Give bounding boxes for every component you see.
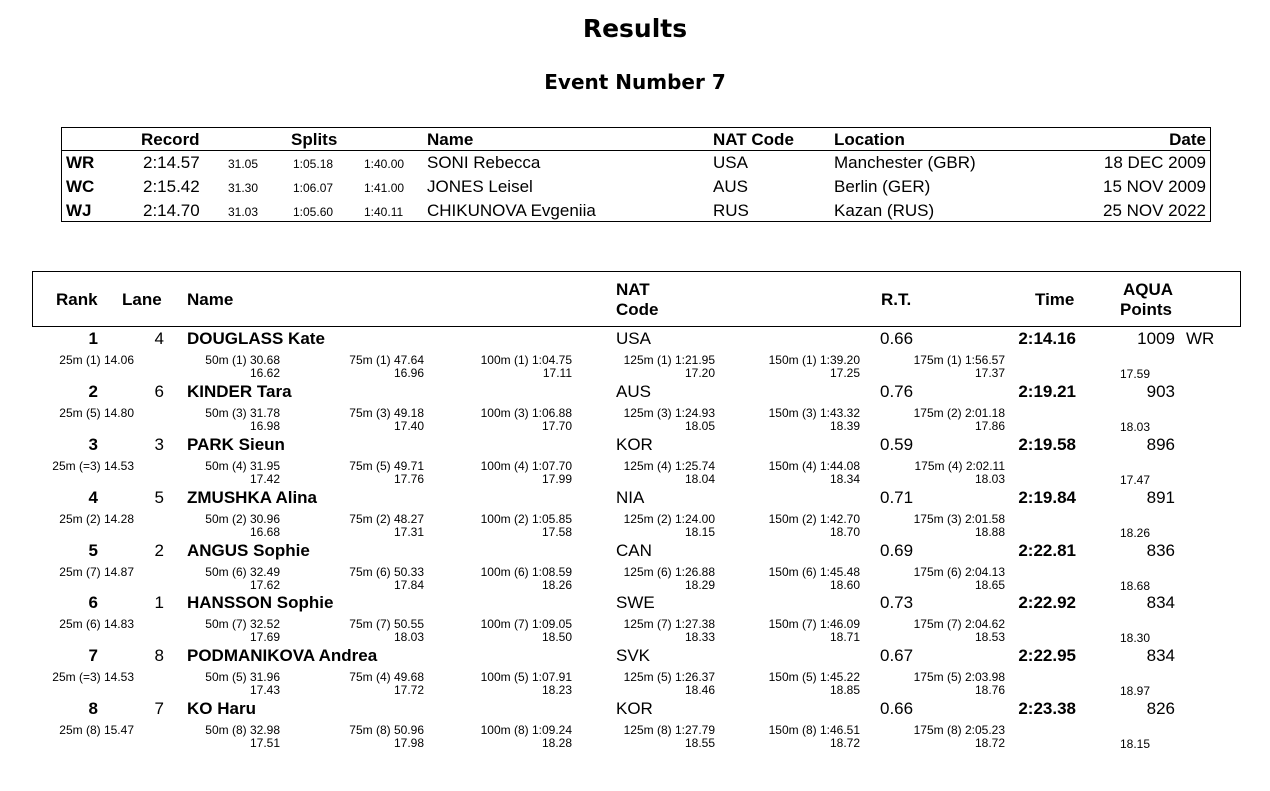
split-cumulative: 50m (2) 30.96 bbox=[205, 512, 280, 526]
col-aqua-line2: Points bbox=[1120, 300, 1172, 319]
split-lap: 17.58 bbox=[541, 525, 572, 539]
split-cell bbox=[349, 460, 424, 486]
split-lap: 18.26 bbox=[541, 578, 572, 592]
split-lap: 18.72 bbox=[829, 736, 860, 750]
split-cell bbox=[769, 460, 860, 486]
final-time: 2:19.84 bbox=[1018, 488, 1076, 507]
split-cumulative: 150m (1) 1:39.20 bbox=[768, 353, 860, 367]
split-lap: 18.70 bbox=[829, 525, 860, 539]
split-lap: 17.98 bbox=[393, 736, 424, 750]
split-cell bbox=[52, 460, 134, 473]
split-cumulative: 150m (6) 1:45.48 bbox=[768, 565, 860, 579]
split-cumulative: 175m (4) 2:02.11 bbox=[914, 459, 1005, 473]
reaction-time: 0.66 bbox=[880, 699, 914, 718]
col-rt: R.T. bbox=[881, 290, 912, 309]
final-time: 2:22.81 bbox=[1018, 541, 1076, 560]
records-header-divider bbox=[62, 150, 1210, 151]
split-cell bbox=[769, 618, 860, 644]
split-lap: 17.42 bbox=[249, 472, 280, 486]
col-name: Name bbox=[187, 290, 234, 309]
record-type: WR bbox=[66, 153, 95, 172]
split-cumulative: 100m (8) 1:09.24 bbox=[480, 723, 572, 737]
split-cumulative: 25m (2) 14.28 bbox=[59, 512, 134, 526]
split-cell bbox=[205, 724, 280, 750]
split-cell bbox=[52, 671, 134, 684]
rank-value: 3 bbox=[88, 435, 98, 454]
athlete-name: KO Haru bbox=[187, 699, 256, 718]
split-cumulative: 25m (=3) 14.53 bbox=[52, 459, 134, 473]
final-time: 2:19.58 bbox=[1018, 435, 1076, 454]
split-lap: 18.50 bbox=[541, 630, 572, 644]
nat-code: USA bbox=[616, 329, 651, 348]
final-time: 2:22.92 bbox=[1018, 593, 1076, 612]
split-cell bbox=[769, 513, 860, 539]
nat-code: KOR bbox=[616, 435, 653, 454]
records-col-location: Location bbox=[834, 130, 905, 149]
split-lap: 16.96 bbox=[393, 366, 424, 380]
split-cumulative: 125m (4) 1:25.74 bbox=[623, 459, 715, 473]
split-cell bbox=[481, 354, 572, 380]
result-row bbox=[0, 541, 1270, 594]
split-cell bbox=[481, 407, 572, 433]
split-lap: 18.53 bbox=[974, 630, 1005, 644]
records-col-date: Date bbox=[1169, 130, 1206, 149]
split-cumulative: 100m (6) 1:08.59 bbox=[480, 565, 572, 579]
split-cumulative: 100m (1) 1:04.75 bbox=[480, 353, 572, 367]
split-lap: 18.28 bbox=[541, 736, 572, 750]
split-cell bbox=[481, 724, 572, 750]
rank-value: 5 bbox=[88, 541, 98, 560]
athlete-name: HANSSON Sophie bbox=[187, 593, 334, 612]
split-lap: 17.25 bbox=[829, 366, 860, 380]
split-lap: 17.40 bbox=[393, 419, 424, 433]
split-cumulative: 125m (7) 1:27.38 bbox=[623, 617, 715, 631]
event-subtitle: Event Number 7 bbox=[544, 70, 726, 94]
col-nat-line1: NAT bbox=[616, 280, 650, 299]
split-lap: 18.03 bbox=[393, 630, 424, 644]
split-cumulative: 150m (7) 1:46.09 bbox=[768, 617, 860, 631]
split-cumulative: 150m (2) 1:42.70 bbox=[768, 512, 860, 526]
split-lap-final: 18.30 bbox=[1120, 631, 1151, 645]
split-cell bbox=[914, 618, 1005, 644]
final-time: 2:23.38 bbox=[1018, 699, 1076, 718]
split-lap-final: 18.68 bbox=[1120, 579, 1151, 593]
split-cell bbox=[205, 460, 280, 486]
split-lap: 18.33 bbox=[684, 630, 715, 644]
split-lap: 16.98 bbox=[249, 419, 280, 433]
split-cumulative: 125m (3) 1:24.93 bbox=[623, 406, 715, 420]
split-lap: 18.15 bbox=[684, 525, 715, 539]
record-location: Kazan (RUS) bbox=[834, 201, 935, 220]
col-aqua-line1: AQUA bbox=[1123, 280, 1174, 299]
rank-value: 4 bbox=[88, 488, 98, 507]
record-date: 25 NOV 2022 bbox=[1102, 201, 1206, 220]
record-nat: RUS bbox=[713, 201, 749, 220]
split-lap: 18.88 bbox=[974, 525, 1005, 539]
split-cumulative: 50m (3) 31.78 bbox=[205, 406, 280, 420]
split-lap: 18.23 bbox=[541, 683, 572, 697]
split-lap-final: 18.03 bbox=[1120, 420, 1151, 434]
split-cell bbox=[481, 566, 572, 592]
page-title: Results bbox=[582, 14, 688, 43]
col-lane: Lane bbox=[122, 290, 162, 309]
split-cell bbox=[205, 618, 280, 644]
split-cumulative: 150m (5) 1:45.22 bbox=[768, 670, 860, 684]
split-cumulative: 50m (1) 30.68 bbox=[205, 353, 280, 367]
split-cumulative: 50m (6) 32.49 bbox=[205, 565, 280, 579]
split-cell bbox=[624, 618, 715, 644]
records-col-splits: Splits bbox=[291, 130, 338, 149]
record-name: JONES Leisel bbox=[427, 177, 533, 196]
split-cumulative: 75m (3) 49.18 bbox=[349, 406, 424, 420]
record-row bbox=[62, 201, 1210, 225]
split-lap: 17.20 bbox=[684, 366, 715, 380]
aqua-points: 834 bbox=[1146, 646, 1175, 665]
split-cumulative: 75m (1) 47.64 bbox=[349, 353, 424, 367]
record-row bbox=[62, 177, 1210, 201]
rank-value: 7 bbox=[88, 646, 98, 665]
athlete-name: ANGUS Sophie bbox=[187, 541, 310, 560]
split-lap-final: 18.26 bbox=[1120, 526, 1151, 540]
lane-value: 8 bbox=[154, 646, 164, 665]
result-row bbox=[0, 329, 1270, 382]
split-cell bbox=[624, 407, 715, 433]
split-lap-final: 18.97 bbox=[1120, 684, 1151, 698]
split-cumulative: 25m (=3) 14.53 bbox=[52, 670, 134, 684]
lane-value: 7 bbox=[154, 699, 164, 718]
split-cumulative: 125m (8) 1:27.79 bbox=[623, 723, 715, 737]
nat-code: KOR bbox=[616, 699, 653, 718]
split-lap: 18.34 bbox=[829, 472, 860, 486]
final-time: 2:14.16 bbox=[1018, 329, 1076, 348]
split-cumulative: 50m (7) 32.52 bbox=[205, 617, 280, 631]
nat-code: CAN bbox=[616, 541, 652, 560]
split-cell bbox=[769, 354, 860, 380]
rank-value: 1 bbox=[88, 329, 98, 348]
split-cumulative: 150m (8) 1:46.51 bbox=[768, 723, 860, 737]
split-cell bbox=[349, 513, 424, 539]
split-cell bbox=[349, 354, 424, 380]
aqua-points: 1009 bbox=[1137, 329, 1175, 348]
split-cell bbox=[205, 671, 280, 697]
records-col-name: Name bbox=[427, 130, 474, 149]
athlete-name: ZMUSHKA Alina bbox=[187, 488, 318, 507]
split-cell bbox=[59, 354, 134, 367]
split-cumulative: 100m (2) 1:05.85 bbox=[480, 512, 572, 526]
split-cumulative: 25m (5) 14.80 bbox=[59, 406, 134, 420]
split-lap: 18.04 bbox=[684, 472, 715, 486]
final-time: 2:22.95 bbox=[1018, 646, 1076, 665]
athlete-name: DOUGLASS Kate bbox=[187, 329, 325, 348]
split-cell bbox=[624, 513, 715, 539]
split-lap: 18.55 bbox=[684, 736, 715, 750]
reaction-time: 0.67 bbox=[880, 646, 914, 665]
split-cell bbox=[914, 671, 1005, 697]
split-cell bbox=[349, 618, 424, 644]
rank-value: 6 bbox=[88, 593, 98, 612]
reaction-time: 0.59 bbox=[880, 435, 914, 454]
split-cell bbox=[349, 407, 424, 433]
record-badge: WR bbox=[1186, 329, 1215, 348]
reaction-time: 0.73 bbox=[880, 593, 914, 612]
split-cumulative: 175m (3) 2:01.58 bbox=[913, 512, 1005, 526]
split-cumulative: 125m (1) 1:21.95 bbox=[623, 353, 715, 367]
record-name: CHIKUNOVA Evgeniia bbox=[427, 201, 596, 220]
record-nat: USA bbox=[713, 153, 748, 172]
record-split: 1:06.07 bbox=[293, 181, 334, 195]
split-cell bbox=[769, 566, 860, 592]
split-lap: 16.62 bbox=[249, 366, 280, 380]
result-row bbox=[0, 593, 1270, 646]
split-cell bbox=[914, 354, 1005, 380]
split-cell bbox=[205, 407, 280, 433]
athlete-name: PARK Sieun bbox=[187, 435, 285, 454]
split-lap-final: 17.59 bbox=[1120, 367, 1151, 381]
reaction-time: 0.76 bbox=[880, 382, 914, 401]
split-cumulative: 75m (8) 50.96 bbox=[349, 723, 424, 737]
split-cell bbox=[59, 618, 134, 631]
split-cumulative: 25m (8) 15.47 bbox=[59, 723, 134, 737]
reaction-time: 0.66 bbox=[880, 329, 914, 348]
split-lap: 17.76 bbox=[393, 472, 424, 486]
split-lap: 17.84 bbox=[393, 578, 424, 592]
split-lap: 17.31 bbox=[393, 525, 424, 539]
records-col-record: Record bbox=[141, 130, 200, 149]
split-cumulative: 175m (8) 2:05.23 bbox=[913, 723, 1005, 737]
nat-code: AUS bbox=[616, 382, 651, 401]
record-split: 1:40.00 bbox=[364, 157, 405, 171]
split-cell bbox=[349, 724, 424, 750]
record-name: SONI Rebecca bbox=[427, 153, 541, 172]
split-cell bbox=[624, 354, 715, 380]
record-split: 1:05.60 bbox=[293, 205, 334, 219]
split-lap: 18.39 bbox=[829, 419, 860, 433]
aqua-points: 826 bbox=[1146, 699, 1175, 718]
split-cumulative: 75m (4) 49.68 bbox=[349, 670, 424, 684]
nat-code: SWE bbox=[616, 593, 655, 612]
split-cumulative: 150m (4) 1:44.08 bbox=[768, 459, 860, 473]
split-cell bbox=[769, 724, 860, 750]
split-lap-final: 17.47 bbox=[1120, 473, 1151, 487]
split-cumulative: 25m (1) 14.06 bbox=[59, 353, 134, 367]
aqua-points: 834 bbox=[1146, 593, 1175, 612]
split-lap: 17.51 bbox=[249, 736, 280, 750]
split-cumulative: 75m (2) 48.27 bbox=[349, 512, 424, 526]
rank-value: 8 bbox=[88, 699, 98, 718]
split-cell bbox=[481, 513, 572, 539]
split-cell bbox=[59, 513, 134, 526]
reaction-time: 0.69 bbox=[880, 541, 914, 560]
athlete-name: PODMANIKOVA Andrea bbox=[187, 646, 378, 665]
split-cell bbox=[915, 460, 1006, 486]
split-lap: 18.46 bbox=[684, 683, 715, 697]
aqua-points: 836 bbox=[1146, 541, 1175, 560]
record-type: WJ bbox=[66, 201, 92, 220]
records-table bbox=[61, 127, 1211, 222]
split-lap: 17.11 bbox=[542, 366, 572, 380]
split-cumulative: 125m (6) 1:26.88 bbox=[623, 565, 715, 579]
split-cell bbox=[481, 671, 572, 697]
record-split: 1:41.00 bbox=[364, 181, 405, 195]
split-lap: 18.29 bbox=[684, 578, 715, 592]
split-lap: 17.70 bbox=[541, 419, 572, 433]
split-lap: 18.71 bbox=[829, 630, 860, 644]
nat-code: SVK bbox=[616, 646, 651, 665]
split-cumulative: 175m (7) 2:04.62 bbox=[913, 617, 1005, 631]
record-location: Manchester (GBR) bbox=[834, 153, 976, 172]
records-col-nat: NAT Code bbox=[713, 130, 794, 149]
split-lap: 18.05 bbox=[684, 419, 715, 433]
record-time: 2:15.42 bbox=[143, 177, 200, 196]
split-cumulative: 25m (7) 14.87 bbox=[59, 565, 134, 579]
split-cell bbox=[59, 724, 134, 737]
split-lap: 18.76 bbox=[974, 683, 1005, 697]
split-cumulative: 50m (4) 31.95 bbox=[205, 459, 280, 473]
split-lap: 17.72 bbox=[393, 683, 424, 697]
aqua-points: 896 bbox=[1146, 435, 1175, 454]
record-split: 31.05 bbox=[228, 157, 259, 171]
split-cumulative: 125m (5) 1:26.37 bbox=[623, 670, 715, 684]
split-lap: 17.37 bbox=[974, 366, 1005, 380]
split-lap: 17.86 bbox=[974, 419, 1005, 433]
split-cell bbox=[205, 354, 280, 380]
record-date: 15 NOV 2009 bbox=[1102, 177, 1206, 196]
split-lap: 17.99 bbox=[541, 472, 572, 486]
split-cumulative: 100m (5) 1:07.91 bbox=[480, 670, 572, 684]
result-row bbox=[0, 646, 1270, 699]
split-cell bbox=[205, 566, 280, 592]
record-row bbox=[62, 153, 1210, 177]
split-lap: 16.68 bbox=[249, 525, 280, 539]
record-split: 31.30 bbox=[228, 181, 259, 195]
split-cumulative: 100m (7) 1:09.05 bbox=[480, 617, 572, 631]
col-rank: Rank bbox=[56, 290, 98, 309]
split-cumulative: 175m (5) 2:03.98 bbox=[913, 670, 1005, 684]
split-cell bbox=[769, 407, 860, 433]
split-cumulative: 75m (5) 49.71 bbox=[349, 459, 424, 473]
lane-value: 1 bbox=[154, 593, 164, 612]
split-cell bbox=[481, 460, 572, 486]
split-lap: 17.62 bbox=[249, 578, 280, 592]
split-cell bbox=[914, 407, 1005, 433]
split-lap: 18.60 bbox=[829, 578, 860, 592]
split-cumulative: 75m (6) 50.33 bbox=[349, 565, 424, 579]
record-split: 1:40.11 bbox=[364, 205, 404, 219]
col-nat-line2: Code bbox=[616, 300, 659, 319]
split-cell bbox=[349, 566, 424, 592]
split-cell bbox=[205, 513, 280, 539]
split-cell bbox=[59, 566, 134, 579]
result-row bbox=[0, 382, 1270, 435]
lane-value: 3 bbox=[154, 435, 164, 454]
split-cell bbox=[769, 671, 860, 697]
split-lap: 17.69 bbox=[249, 630, 280, 644]
split-cumulative: 125m (2) 1:24.00 bbox=[623, 512, 715, 526]
split-lap: 18.72 bbox=[974, 736, 1005, 750]
record-split: 1:05.18 bbox=[293, 157, 334, 171]
split-cumulative: 50m (8) 32.98 bbox=[205, 723, 280, 737]
aqua-points: 903 bbox=[1146, 382, 1175, 401]
record-time: 2:14.57 bbox=[143, 153, 200, 172]
split-cumulative: 175m (1) 1:56.57 bbox=[913, 353, 1005, 367]
record-date: 18 DEC 2009 bbox=[1103, 153, 1206, 172]
aqua-points: 891 bbox=[1146, 488, 1175, 507]
split-cell bbox=[914, 724, 1005, 750]
split-lap: 18.85 bbox=[829, 683, 860, 697]
split-cell bbox=[59, 407, 134, 420]
lane-value: 5 bbox=[154, 488, 164, 507]
split-cumulative: 175m (6) 2:04.13 bbox=[913, 565, 1005, 579]
split-cumulative: 100m (4) 1:07.70 bbox=[480, 459, 572, 473]
split-cell bbox=[624, 566, 715, 592]
result-row bbox=[0, 435, 1270, 488]
record-nat: AUS bbox=[713, 177, 748, 196]
split-lap: 18.03 bbox=[974, 472, 1005, 486]
split-cumulative: 25m (6) 14.83 bbox=[59, 617, 134, 631]
athlete-name: KINDER Tara bbox=[187, 382, 292, 401]
record-type: WC bbox=[66, 177, 95, 196]
split-cumulative: 100m (3) 1:06.88 bbox=[480, 406, 572, 420]
split-cumulative: 175m (2) 2:01.18 bbox=[913, 406, 1005, 420]
split-cell bbox=[481, 618, 572, 644]
split-cell bbox=[914, 566, 1005, 592]
nat-code: NIA bbox=[616, 488, 645, 507]
split-cell bbox=[624, 724, 715, 750]
split-cell bbox=[624, 460, 715, 486]
final-time: 2:19.21 bbox=[1018, 382, 1076, 401]
split-cumulative: 150m (3) 1:43.32 bbox=[768, 406, 860, 420]
lane-value: 6 bbox=[154, 382, 164, 401]
split-cumulative: 75m (7) 50.55 bbox=[349, 617, 424, 631]
result-row bbox=[0, 488, 1270, 541]
lane-value: 4 bbox=[154, 329, 164, 348]
split-lap: 18.65 bbox=[974, 578, 1005, 592]
col-time: Time bbox=[1035, 290, 1075, 309]
split-cumulative: 50m (5) 31.96 bbox=[205, 670, 280, 684]
split-cell bbox=[349, 671, 424, 697]
record-location: Berlin (GER) bbox=[834, 177, 931, 196]
record-time: 2:14.70 bbox=[143, 201, 200, 220]
split-lap-final: 18.15 bbox=[1120, 737, 1151, 751]
rank-value: 2 bbox=[88, 382, 98, 401]
split-cell bbox=[914, 513, 1005, 539]
result-row bbox=[0, 699, 1270, 752]
record-split: 31.03 bbox=[228, 205, 259, 219]
lane-value: 2 bbox=[154, 541, 164, 560]
reaction-time: 0.71 bbox=[880, 488, 914, 507]
results-header bbox=[32, 271, 1241, 327]
split-lap: 17.43 bbox=[249, 683, 280, 697]
split-cell bbox=[624, 671, 715, 697]
